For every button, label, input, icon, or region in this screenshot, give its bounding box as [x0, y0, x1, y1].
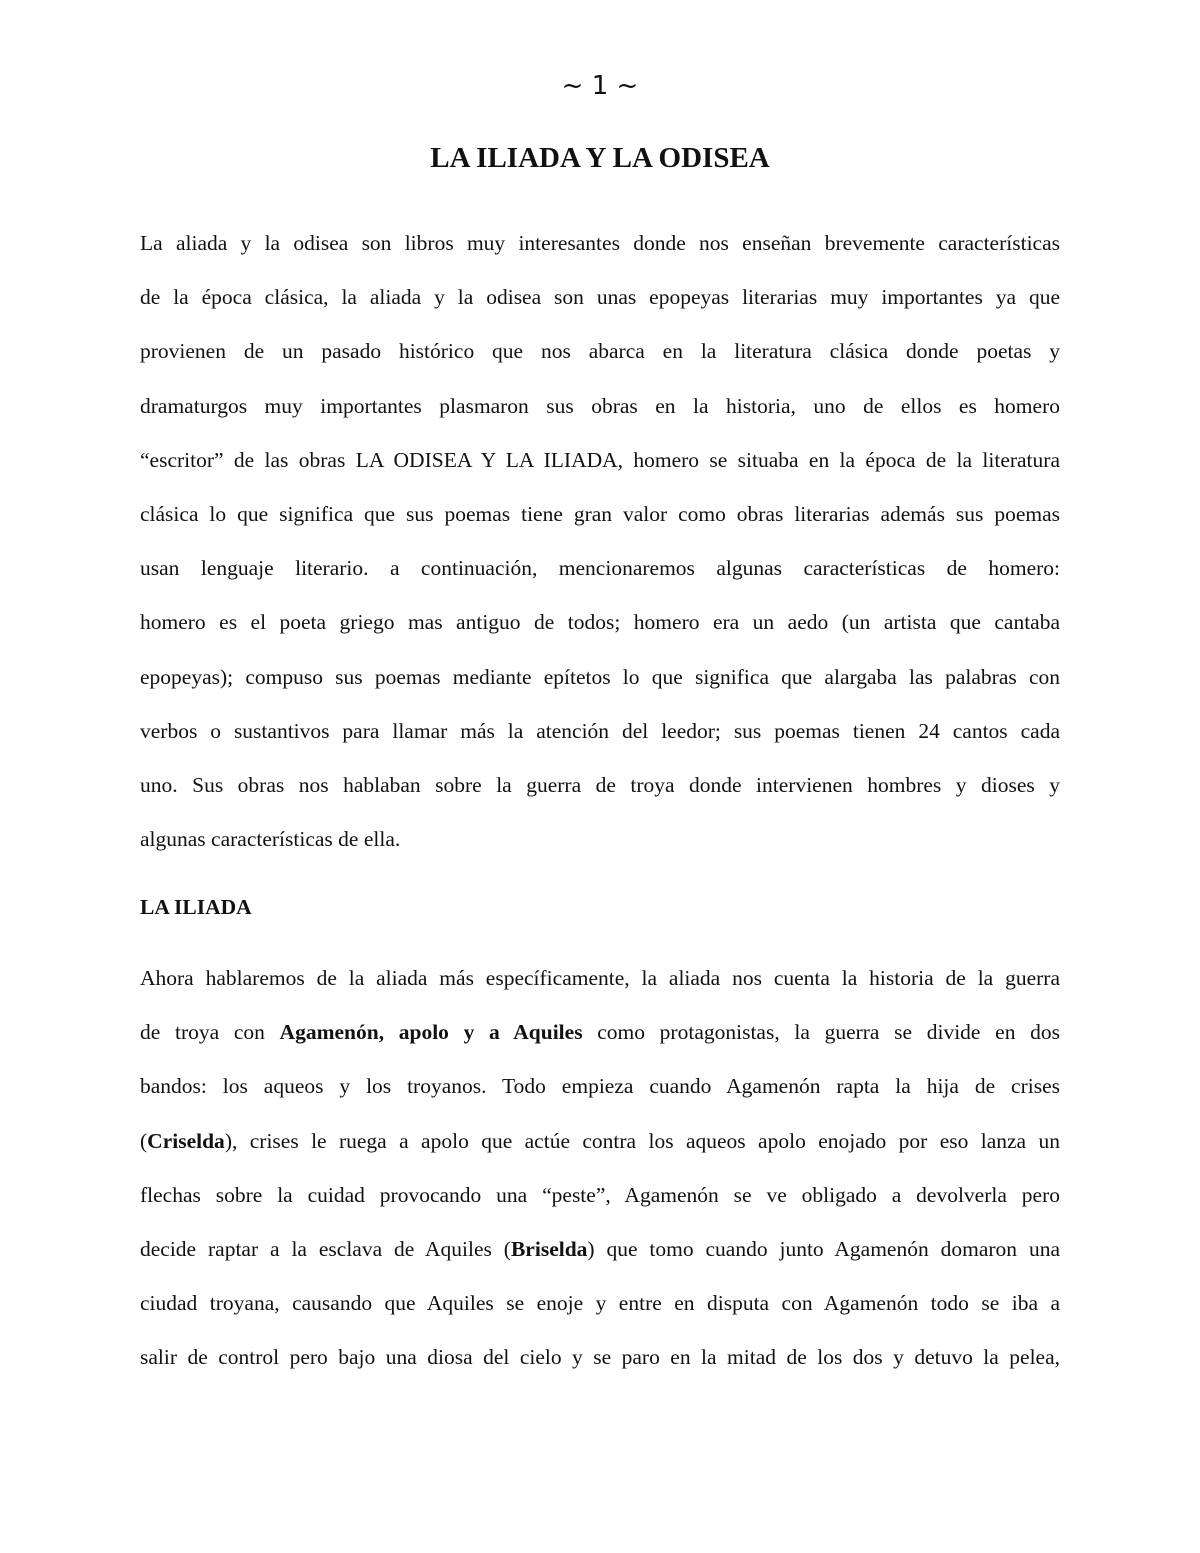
paragraph-line: verbos o sustantivos para llamar más la atención del leedor; sus poemas tienen 24 cantos cada [140, 718, 1060, 743]
paragraph-line: uno. Sus obras nos hablaban sobre la guerra de troya donde intervienen hombres y dioses y [140, 772, 1060, 797]
paragraph-line: usan lenguaje literario. a continuación, mencionaremos algunas características de homero: [140, 556, 1060, 581]
iliada-paragraph [140, 951, 1060, 1385]
paragraph-line [140, 1114, 1060, 1168]
paragraph-line: homero es el poeta griego mas antiguo de todos; homero era un aedo (un artista que cantaba [140, 610, 1060, 635]
document-title: LA ILIADA Y LA ODISEA [430, 142, 770, 174]
paragraph-line: salir de control pero bajo una diosa del cielo y se paro en la mitad de los dos y detuvo la pelea, [140, 1345, 1060, 1370]
paragraph-line: ciudad troyana, causando que Aquiles se enoje y entre en disputa con Agamenón todo se iba a [140, 1291, 1060, 1316]
paragraph-line: bandos: los aqueos y los troyanos. Todo empieza cuando Agamenón rapta la hija de crises [140, 1074, 1060, 1099]
paragraph-line: dramaturgos muy importantes plasmaron sus obras en la historia, uno de ellos es homero [140, 393, 1060, 418]
text-run: decide raptar a la esclava de Aquiles ( [140, 1236, 511, 1261]
paragraph-line: “escritor” de las obras LA ODISEA Y LA ILIADA, homero se situaba en la época de la literatura [140, 447, 1060, 472]
text-run: de troya con [140, 1020, 280, 1045]
text-run: ( [140, 1128, 148, 1153]
paragraph-line [140, 1005, 1060, 1059]
section-heading: LA ILIADA [140, 895, 252, 919]
paragraph-line: Ahora hablaremos de la aliada más específicamente, la aliada nos cuenta la historia de la guerra [140, 966, 1060, 990]
paragraph-line: algunas características de ella. [140, 827, 401, 852]
bold-names: Agamenón, apolo y a Aquiles [279, 1020, 583, 1045]
text-run: ) que tomo cuando junto Agamenón domaron una [587, 1236, 1060, 1261]
paragraph-line: clásica lo que significa que sus poemas tiene gran valor como obras literarias además sus poemas [140, 501, 1060, 526]
paragraph-line: La aliada y la odisea son libros muy interesantes donde nos enseñan brevemente características [140, 231, 1060, 255]
text-run: como protagonistas, la guerra se divide en dos [582, 1020, 1060, 1045]
intro-paragraph [140, 216, 1060, 866]
paragraph-line: flechas sobre la cuidad provocando una “peste”, Agamenón se ve obligado a devolverla pero [140, 1182, 1060, 1207]
text-run: ), crises le ruega a apolo que actúe contra los aqueos apolo enojado por eso lanza un [224, 1128, 1060, 1153]
bold-name-briselda: Briselda [510, 1236, 588, 1261]
paragraph-line: provienen de un pasado histórico que nos abarca en la literatura clásica donde poetas y [140, 339, 1060, 364]
paragraph-line [140, 1222, 1060, 1276]
paragraph-line: de la época clásica, la aliada y la odisea son unas epopeyas literarias muy importantes ya que [140, 285, 1060, 310]
paragraph-line: epopeyas); compuso sus poemas mediante epítetos lo que significa que alargaba las palabras con [140, 664, 1060, 689]
bold-name-criselda: Criselda [147, 1128, 225, 1153]
page-number: ~ 1 ~ [561, 71, 639, 101]
